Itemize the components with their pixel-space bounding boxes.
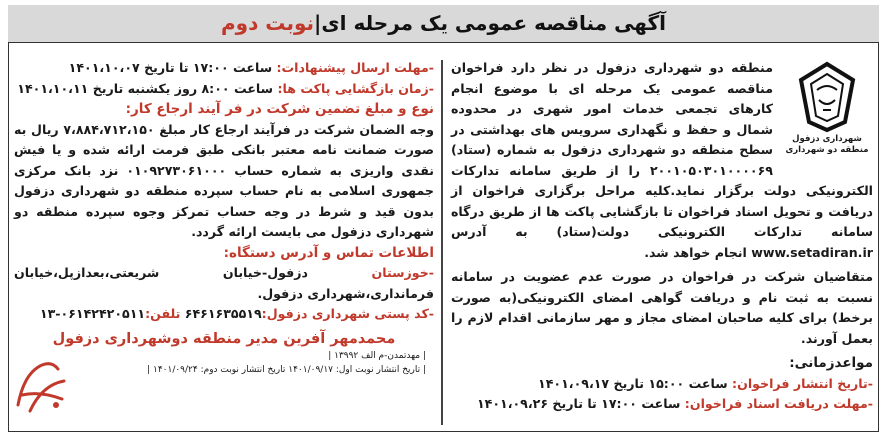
address-value: دزفول-خیابان شریعتی،بعدازپل،خیابان فرمانداری،شهرداری دزفول. xyxy=(14,265,434,301)
contact-heading: اطلاعات تماس و آدرس دستگاه: xyxy=(223,244,434,261)
docs-deadline-label: -مهلت دریافت اسناد فراخوان: xyxy=(684,396,873,411)
intro-paragraph: منطقه دو شهرداری دزفول در نظر دارد فراخوان مناقصه عمومی یک مرحله ای با موضوع انجام کارهای تجمعی خدمات امور شهری در محدوده شمال و حفظ و نگهداری سرویس های بهداشتی در سطح منطقه دو شهرداری دزفول به شماره (ستاد) ۲۰۰۱۰۵۰۳۰۱۰۰۰۰۶۹ را از طریق سامانه تدارکات الکترونیکی دولت برگزار نماید.کلیه مراحل برگزاری فراخوان از دریافت و تحویل اسناد فراخوان تا بازگشایی پاکت ها از طریق درگاه سامانه تدارکات الکترونیکی دولت(ستاد) به آدرس www.setadiran.ir انجام خواهد شد. xyxy=(451,60,873,260)
publish-date-value: ساعت ۱۵:۰۰ تاریخ ۱۴۰۱،۰۹،۱۷ xyxy=(538,375,733,391)
opening-time-label: -زمان بازگشایی پاکت ها: xyxy=(277,80,434,96)
publisher-code: | مهدتمدن-م الف ۱۳۹۹۲ | xyxy=(328,351,426,361)
deadlines-heading: مواعدزمانی: xyxy=(789,355,873,371)
phone-value: ۰۶۱۴۲۴۲۰۵۱۱-۱۳ xyxy=(39,306,146,321)
submit-deadline-line xyxy=(14,58,434,79)
column-divider xyxy=(441,60,443,425)
submit-deadline-label: -مهلت ارسال پیشنهادات: xyxy=(276,60,434,75)
address-label: -خوزستان xyxy=(371,265,434,280)
notice-title xyxy=(8,11,879,35)
title-part2: نوبت دوم xyxy=(220,11,315,35)
notice-header xyxy=(8,5,879,43)
registration-paragraph: متقاضیان شرکت در فراخوان در صورت عدم عضویت در سامانه نسبت به ثبت نام و دریافت گواهی امضای الکترونیکی(به صورت برخط) برای کلیه صاحبان امضای مجاز و مهر سازمانی اقدام لازم را بعمل آورند. xyxy=(451,269,873,346)
guarantee-heading: نوع و مبلغ تضمین شرکت در فر آیند ارجاع کار: xyxy=(125,101,434,117)
guarantee-paragraph: وجه الضمان شرکت در فرآیند ارجاع کار مبلغ ۷،۸۸۴،۷۱۲،۱۵۰ ریال به صورت ضمانت نامه معتبر بانکی طبق فرمت ارائه شده و یا فیش نقدی واریزی به شماره حساب ۰۱۰۹۲۷۳۰۶۱۰۰۰ نزد بانک مرکزی جمهوری اسلامی به نام حساب سپرده منطقه دو شهرداری دزفول بدون قید و شرط در وجه حساب تمرکز وجوه سپرده منطقه دو شهرداری دزفول می بایست ارائه گردد. xyxy=(14,121,435,239)
logo-caption-1: شهرداری دزفول xyxy=(792,134,862,144)
publish-date-label: -تاریخ انتشار فراخوان: xyxy=(732,375,873,391)
submit-deadline-value: ساعت ۱۷:۰۰ تا تاریخ ۱۴۰۱،۱۰،۰۷ xyxy=(68,60,277,75)
postal-code-label: -کد پستی شهرداری دزفول: xyxy=(261,306,434,321)
publication-dates: | تاریخ انتشار نوبت اول: ۱۴۰۱/۰۹/۱۷ تاریخ انتشار نوبت دوم: ۱۴۰۱/۰۹/۲۴ | xyxy=(147,365,426,375)
postal-phone-line xyxy=(14,304,434,325)
signature: محمدمهر آفرین مدیر منطقه دوشهرداری دزفول xyxy=(52,330,396,347)
docs-deadline-value: ساعت ۱۷:۰۰ تا تاریخ ۱۴۰۱،۰۹،۲۶ xyxy=(476,396,685,411)
logo-caption-2: منطقه دو شهرداری xyxy=(785,145,869,155)
municipality-logo xyxy=(781,58,873,178)
opening-time-value: ساعت ۸:۰۰ روز یکشنبه تاریخ ۱۴۰۱،۱۰،۱۱ xyxy=(17,80,278,96)
docs-deadline-line xyxy=(451,394,873,415)
newspaper-logo-icon xyxy=(12,355,70,417)
title-part1: آگهی مناقصه عمومی یک مرحله ای| xyxy=(314,11,666,35)
postal-code-value: ۶۴۶۱۶۳۵۵۱۹ xyxy=(184,306,262,321)
publish-date-line xyxy=(451,374,873,395)
phone-label: تلفن: xyxy=(145,306,181,321)
left-column xyxy=(14,58,434,377)
opening-time-line xyxy=(14,79,434,100)
address-line xyxy=(14,263,434,304)
right-column xyxy=(451,58,873,415)
municipality-logo-icon xyxy=(793,60,861,134)
